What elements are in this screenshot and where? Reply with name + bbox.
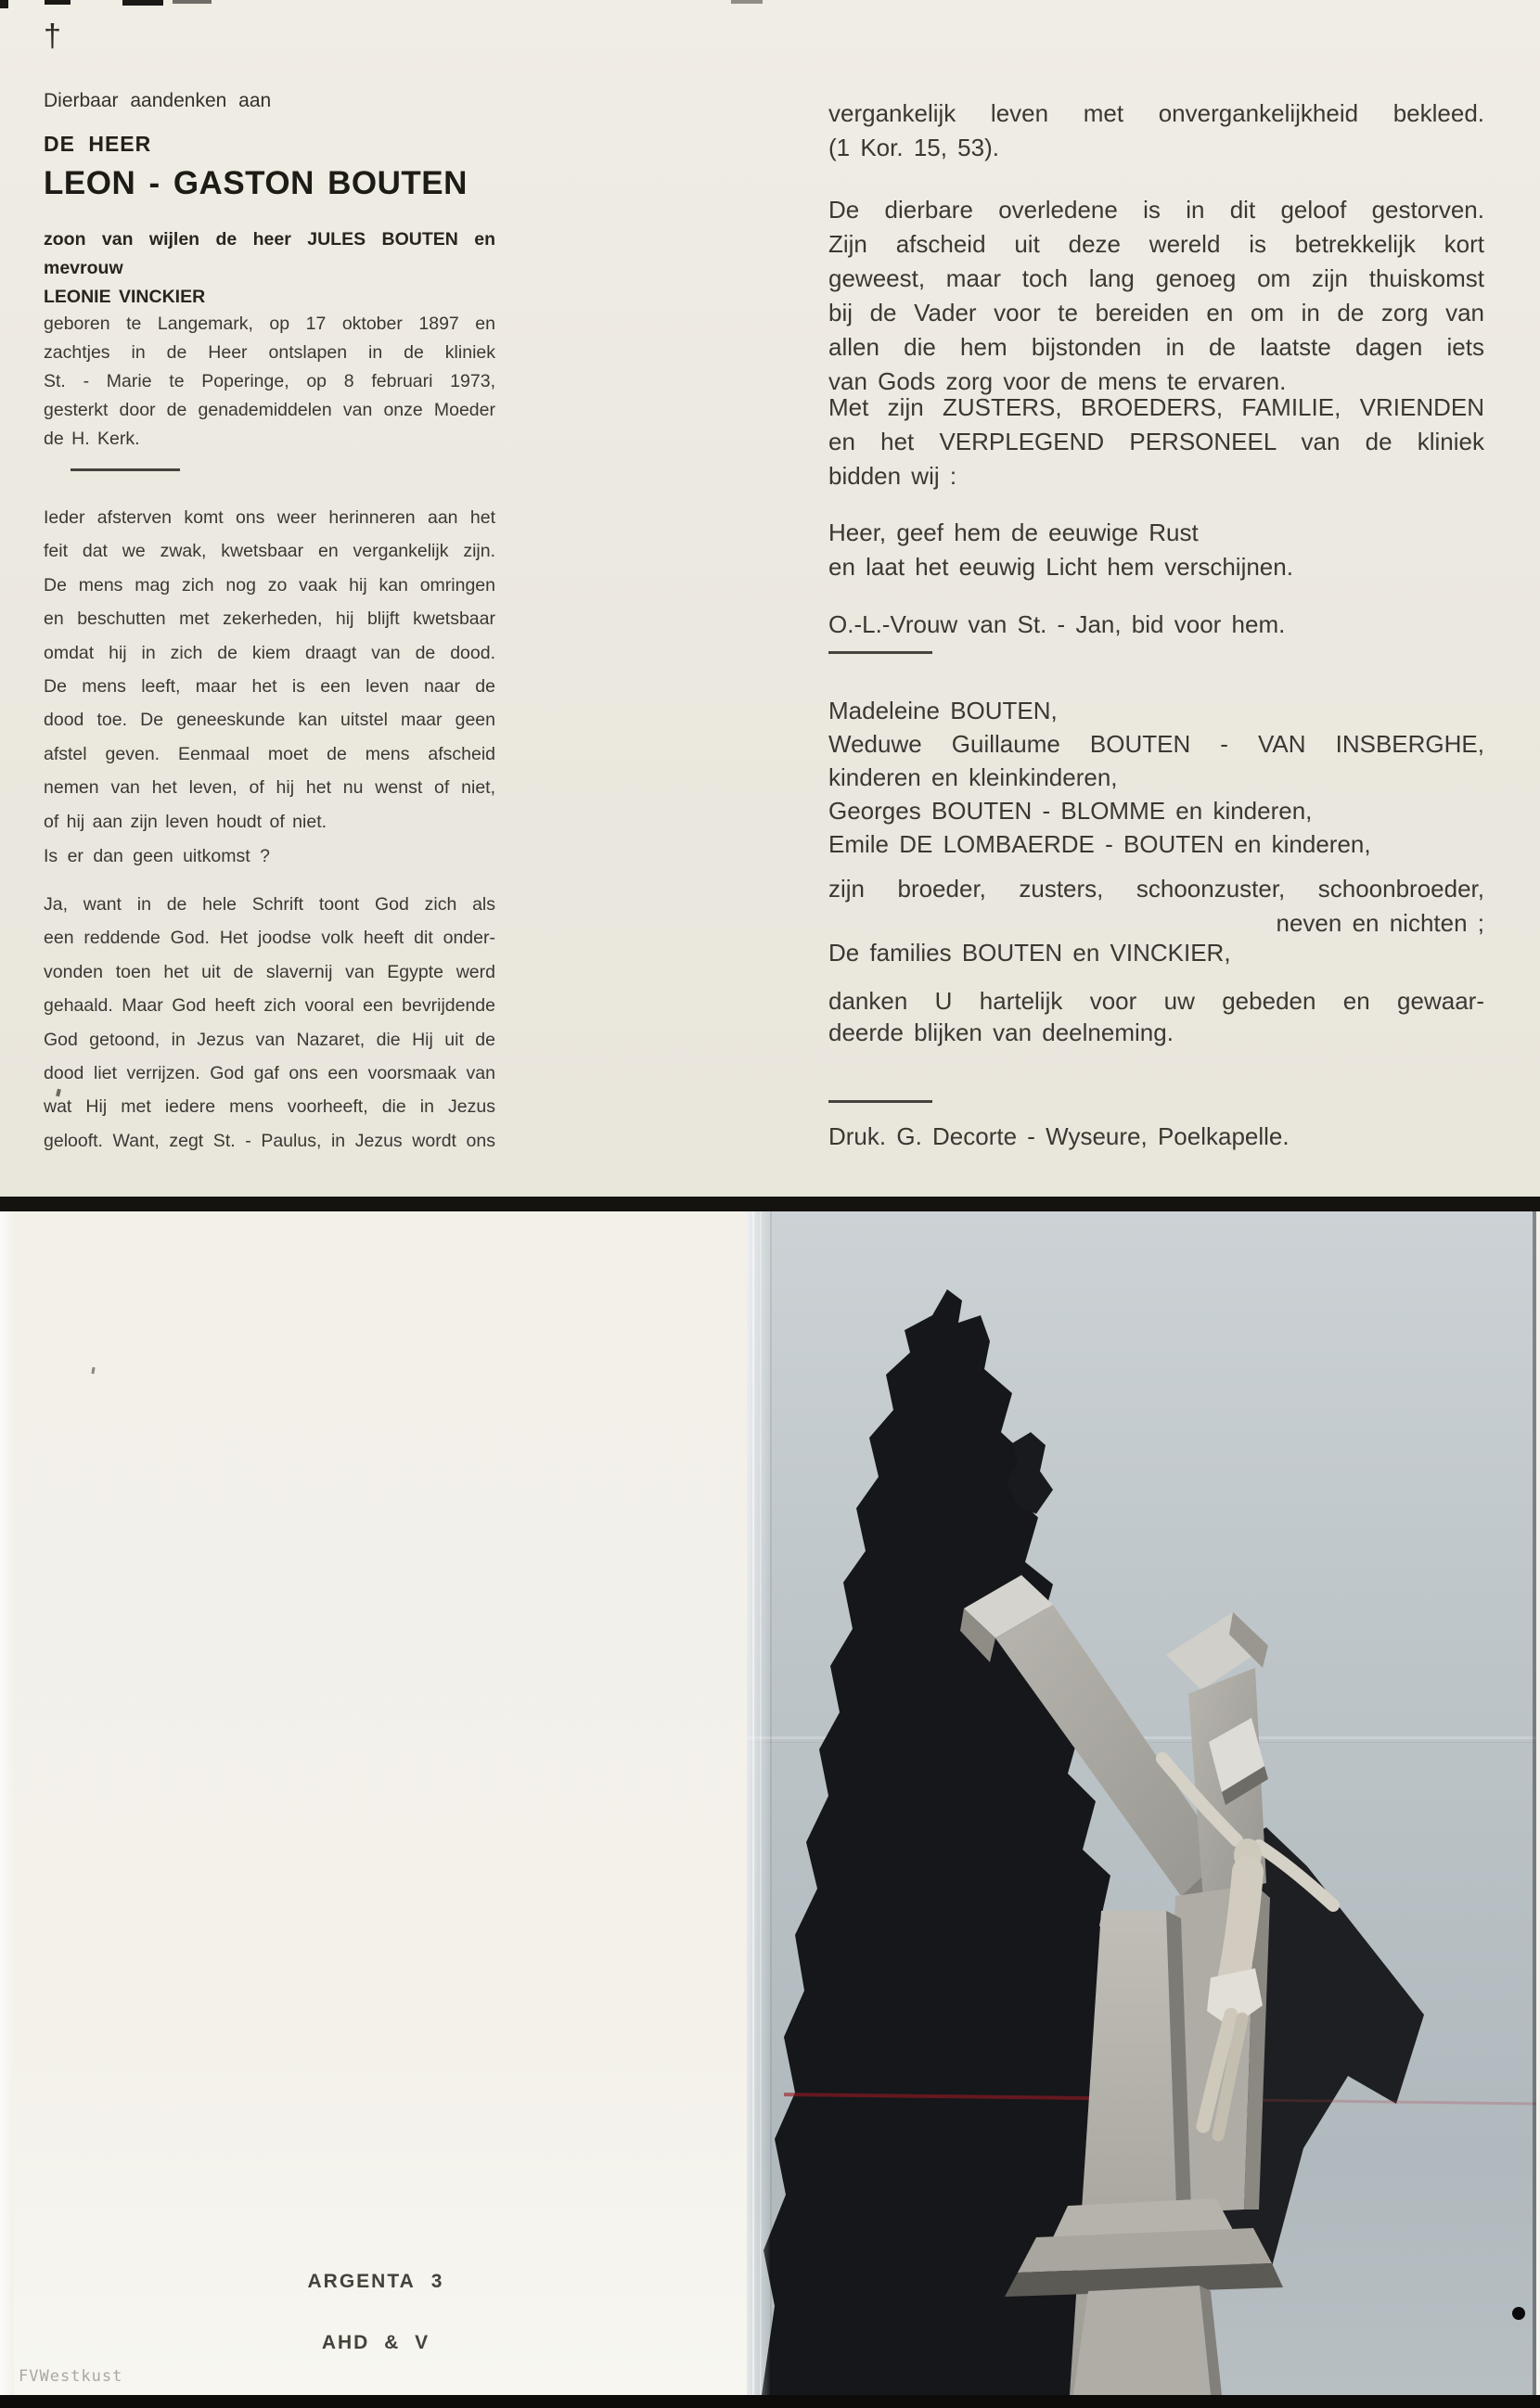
text-line: zoon van wijlen de heer JULES BOUTEN en mevrouw	[44, 229, 495, 278]
text-line: Emile DE LOMBAERDE - BOUTEN en kinderen,	[828, 830, 1371, 858]
text-line: allen die hem bijstonden in de laatste dagen iets	[828, 333, 1484, 361]
photo-fold-crease	[747, 1211, 771, 2395]
prayer-lines	[828, 516, 1484, 584]
text-line: neven en nichten ;	[1276, 909, 1484, 937]
printer-code-mark: AHD & V	[321, 2332, 430, 2353]
text-line: vergankelijk leven met onvergankelijkheid bekleed.	[828, 99, 1484, 127]
divider-rule	[828, 651, 932, 654]
text-line: (1 Kor. 15, 53).	[828, 134, 999, 161]
text-line: zijn broeder, zusters, schoonzuster, schoonbroeder,	[828, 875, 1484, 903]
faith-paragraph	[828, 193, 1484, 399]
printer-credit: Druk. G. Decorte - Wyseure, Poelkapelle.	[828, 1122, 1290, 1150]
text-line: vonden toen het uit de slavernij van Egypte werd	[44, 961, 495, 982]
text-line: De mens mag zich nog zo vaak hij kan omringen	[44, 574, 495, 596]
text-line: de H. Kerk.	[44, 429, 140, 449]
text-line: De mens leeft, maar het is een leven naar de	[44, 676, 495, 698]
divider-rule	[828, 1100, 932, 1103]
text-line: feit dat we zwak, kwetsbaar en vergankelijk zijn.	[44, 541, 495, 562]
text-line: omdat hij in zich de kiem draagt van de dood.	[44, 642, 495, 663]
text-line: God getoond, in Jezus van Nazaret, die Hij uit de	[44, 1029, 495, 1050]
text-line: en laat het eeuwig Licht hem verschijnen.	[828, 553, 1293, 581]
ink-dot	[1512, 2307, 1525, 2320]
text-line: Zijn afscheid uit deze wereld is betrekkelijk kort	[828, 230, 1484, 258]
text-line: bidden wij :	[828, 462, 957, 490]
scripture-verse	[828, 96, 1484, 165]
card-front-panel	[0, 0, 1540, 1197]
text-line: dood toe. De geneeskunde kan uitstel maar geen	[44, 710, 495, 731]
scan-artifact	[45, 0, 71, 5]
invocation-line: O.-L.-Vrouw van St. - Jan, bid voor hem.	[828, 610, 1286, 638]
text-line: of hij aan zijn leven houdt of niet.	[44, 811, 327, 832]
scan-artifact	[173, 0, 212, 4]
scan-artifact	[122, 0, 163, 6]
text-line: De dierbare overledene is in dit geloof gestorven.	[828, 196, 1484, 224]
text-line: kinderen en kleinkinderen,	[828, 763, 1118, 791]
paper-brand-mark: ARGENTA 3	[307, 2271, 444, 2292]
crucifix-photo	[747, 1211, 1536, 2395]
reflection-question: Is er dan geen uitkomst ?	[44, 846, 270, 866]
text-line: en beschutten met zekerheden, hij blijft kwetsbaar	[44, 608, 495, 630]
scan-artifact	[0, 0, 8, 8]
text-line: Madeleine BOUTEN,	[828, 697, 1058, 724]
text-line: Georges BOUTEN - BLOMME en kinderen,	[828, 797, 1313, 825]
text-line: nemen van het leven, of hij het nu wenst of niet,	[44, 777, 495, 799]
text-line: dood liet verrijzen. God gaf ons een voorsmaak van	[44, 1063, 495, 1084]
deceased-name: LEON - GASTON BOUTEN	[44, 165, 468, 201]
text-line: danken U hartelijk voor uw gebeden en gewaar-	[828, 987, 1484, 1015]
text-line: Heer, geef hem de eeuwige Rust	[828, 519, 1199, 546]
text-line: Met zijn ZUSTERS, BROEDERS, FAMILIE, VRIENDEN	[828, 393, 1484, 421]
text-line: Ja, want in de hele Schrift toont God zich als	[44, 894, 495, 915]
relatives-lines	[828, 872, 1484, 941]
text-line: en het VERPLEGEND PERSONEEL van de kliniek	[828, 428, 1484, 455]
scan-fold-edge	[0, 1211, 14, 2395]
text-line: gesterkt door de genademiddelen van onze Moeder	[44, 400, 495, 420]
text-line: geboren te Langemark, op 17 oktober 1897 en	[44, 314, 495, 334]
cross-dagger-icon: †	[44, 19, 61, 54]
scan-bottom-strip	[0, 2395, 1540, 2408]
text-line: gelooft. Want, zegt St. - Paulus, in Jezus wordt ons	[44, 1130, 495, 1151]
text-line: geweest, maar toch lang genoeg om zijn thuiskomst	[828, 264, 1484, 292]
divider-rule	[71, 468, 180, 471]
scan-separator-band	[0, 1197, 1540, 1211]
families-line: De families BOUTEN en VINCKIER,	[828, 939, 1231, 967]
text-line: St. - Marie te Poperinge, op 8 februari 1973,	[44, 371, 495, 391]
text-line: gehaald. Maar God heeft zich vooral een bevrijdende	[44, 995, 495, 1017]
text-line: Ieder afsterven komt ons weer herinneren aan het	[44, 507, 495, 528]
memorial-intro: Dierbaar aandenken aan	[44, 90, 272, 111]
text-line: LEONIE VINCKIER	[44, 287, 206, 307]
text-line: bij de Vader voor te bereiden en om in de zorg van	[828, 299, 1484, 327]
birth-death-paragraph	[44, 310, 495, 454]
text-line: zachtjes in de Heer ontslapen in de kliniek	[44, 342, 495, 363]
lineage-paragraph	[44, 225, 495, 312]
text-line: deerde blijken van deelneming.	[828, 1018, 1174, 1046]
honorific: DE HEER	[44, 132, 152, 156]
text-line: van Gods zorg voor de mens te ervaren.	[828, 367, 1287, 395]
with-family-paragraph	[828, 391, 1484, 493]
scan-artifact	[731, 0, 763, 4]
thanks-paragraph	[828, 985, 1484, 1048]
mourners-list	[828, 694, 1484, 861]
text-line: wat Hij met iedere mens voorheeft, die in Jezus	[44, 1096, 495, 1118]
text-line: een reddende God. Het joodse volk heeft dit onder-	[44, 928, 495, 949]
text-line: afstel geven. Eenmaal moet de mens afscheid	[44, 743, 495, 764]
text-line: Weduwe Guillaume BOUTEN - VAN INSBERGHE,	[828, 730, 1484, 758]
reflection-paragraph-1	[44, 501, 495, 839]
reflection-paragraph-2	[44, 888, 495, 1158]
archive-watermark: FVWestkust	[19, 2367, 123, 2386]
